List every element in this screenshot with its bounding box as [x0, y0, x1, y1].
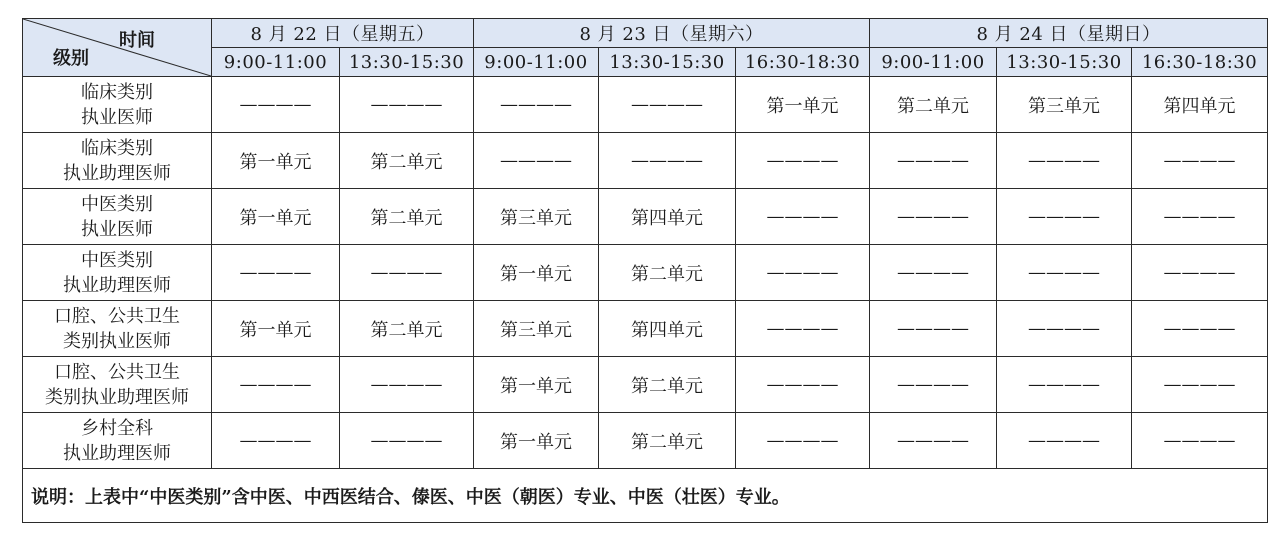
time-slot: 13:30-15:30 [340, 48, 474, 77]
schedule-cell: 第一单元 [474, 413, 599, 469]
schedule-cell: ———— [870, 301, 997, 357]
schedule-cell: 第一单元 [736, 77, 870, 133]
row-category-line2: 执业助理医师 [63, 162, 171, 184]
schedule-cell: ———— [997, 189, 1132, 245]
schedule-cell: ———— [212, 413, 340, 469]
schedule-cell: 第一单元 [212, 189, 340, 245]
table-row [23, 133, 1268, 189]
date-header-row [23, 19, 1268, 48]
schedule-cell: ———— [736, 357, 870, 413]
schedule-cell: ———— [736, 133, 870, 189]
schedule-cell: 第二单元 [340, 133, 474, 189]
row-category-line1: 临床类别 [81, 137, 153, 159]
table-row [23, 413, 1268, 469]
schedule-cell: ———— [870, 245, 997, 301]
corner-header [23, 19, 212, 77]
time-slot: 16:30-18:30 [1132, 48, 1268, 77]
schedule-cell: 第四单元 [1132, 77, 1268, 133]
time-slot: 13:30-15:30 [599, 48, 736, 77]
schedule-cell: ———— [1132, 189, 1268, 245]
schedule-body [23, 77, 1268, 469]
table-row [23, 189, 1268, 245]
row-category [23, 245, 212, 301]
schedule-cell: ———— [997, 413, 1132, 469]
schedule-cell: ———— [736, 413, 870, 469]
schedule-cell: ———— [599, 77, 736, 133]
diagonal-line [23, 19, 211, 76]
schedule-cell: 第二单元 [599, 413, 736, 469]
schedule-cell: 第一单元 [212, 133, 340, 189]
schedule-cell: ———— [870, 133, 997, 189]
schedule-cell: 第二单元 [599, 357, 736, 413]
time-slot: 9:00-11:00 [212, 48, 340, 77]
schedule-cell: ———— [736, 189, 870, 245]
schedule-cell: 第二单元 [340, 189, 474, 245]
row-category [23, 77, 212, 133]
schedule-cell: ———— [997, 357, 1132, 413]
schedule-cell: ———— [340, 245, 474, 301]
time-slot: 13:30-15:30 [997, 48, 1132, 77]
schedule-cell: 第四单元 [599, 189, 736, 245]
row-category-line1: 口腔、公共卫生 [54, 305, 180, 327]
schedule-cell: ———— [1132, 357, 1268, 413]
schedule-cell: ———— [212, 77, 340, 133]
schedule-cell: ———— [870, 189, 997, 245]
table-row [23, 77, 1268, 133]
schedule-cell: ———— [870, 357, 997, 413]
schedule-cell: 第三单元 [474, 189, 599, 245]
time-slot: 9:00-11:00 [474, 48, 599, 77]
schedule-cell: ———— [474, 133, 599, 189]
schedule-cell: ———— [1132, 133, 1268, 189]
time-slot: 9:00-11:00 [870, 48, 997, 77]
schedule-cell: 第二单元 [340, 301, 474, 357]
row-category-line2: 执业助理医师 [63, 274, 171, 296]
schedule-cell: ———— [736, 245, 870, 301]
row-category-line2: 类别执业医师 [63, 330, 171, 352]
row-category [23, 133, 212, 189]
schedule-cell: ———— [997, 245, 1132, 301]
schedule-cell: ———— [212, 357, 340, 413]
row-category-line1: 口腔、公共卫生 [54, 361, 180, 383]
schedule-cell: 第三单元 [474, 301, 599, 357]
row-category [23, 357, 212, 413]
date-header-aug24: 8 月 24 日（星期日） [870, 19, 1268, 48]
row-category-line2: 类别执业助理医师 [45, 386, 189, 408]
row-category-line1: 乡村全科 [81, 417, 153, 439]
schedule-cell: ———— [340, 357, 474, 413]
schedule-cell: 第一单元 [474, 245, 599, 301]
table-row [23, 245, 1268, 301]
schedule-cell: 第三单元 [997, 77, 1132, 133]
table-row [23, 301, 1268, 357]
row-category [23, 189, 212, 245]
row-category-line1: 中医类别 [81, 193, 153, 215]
time-slot: 16:30-18:30 [736, 48, 870, 77]
schedule-cell: ———— [736, 301, 870, 357]
time-label: 时间 [119, 30, 155, 51]
row-category-line2: 执业助理医师 [63, 442, 171, 464]
schedule-table [22, 18, 1268, 523]
schedule-cell: 第一单元 [212, 301, 340, 357]
schedule-cell: ———— [599, 133, 736, 189]
table-row [23, 357, 1268, 413]
exam-schedule [22, 18, 1267, 536]
schedule-cell: ———— [474, 77, 599, 133]
row-category-line2: 执业医师 [81, 106, 153, 128]
schedule-cell: ———— [997, 133, 1132, 189]
note-text: 说明：上表中“中医类别”含中医、中西医结合、傣医、中医（朝医）专业、中医（壮医）专业。 [23, 469, 1268, 523]
schedule-cell: ———— [212, 245, 340, 301]
schedule-cell: 第四单元 [599, 301, 736, 357]
schedule-cell: 第二单元 [870, 77, 997, 133]
schedule-cell: 第一单元 [474, 357, 599, 413]
schedule-cell: ———— [997, 301, 1132, 357]
schedule-cell: 第二单元 [599, 245, 736, 301]
schedule-cell: ———— [870, 413, 997, 469]
schedule-cell: ———— [1132, 413, 1268, 469]
row-category-line1: 临床类别 [81, 81, 153, 103]
schedule-cell: ———— [1132, 301, 1268, 357]
schedule-cell: ———— [340, 77, 474, 133]
row-category-line2: 执业医师 [81, 218, 153, 240]
level-label: 级别 [53, 48, 89, 69]
row-category [23, 413, 212, 469]
row-category-line1: 中医类别 [81, 249, 153, 271]
schedule-cell: ———— [340, 413, 474, 469]
date-header-aug22: 8 月 22 日（星期五） [212, 19, 474, 48]
date-header-aug23: 8 月 23 日（星期六） [474, 19, 870, 48]
note-row [23, 469, 1268, 523]
row-category [23, 301, 212, 357]
schedule-cell: ———— [1132, 245, 1268, 301]
